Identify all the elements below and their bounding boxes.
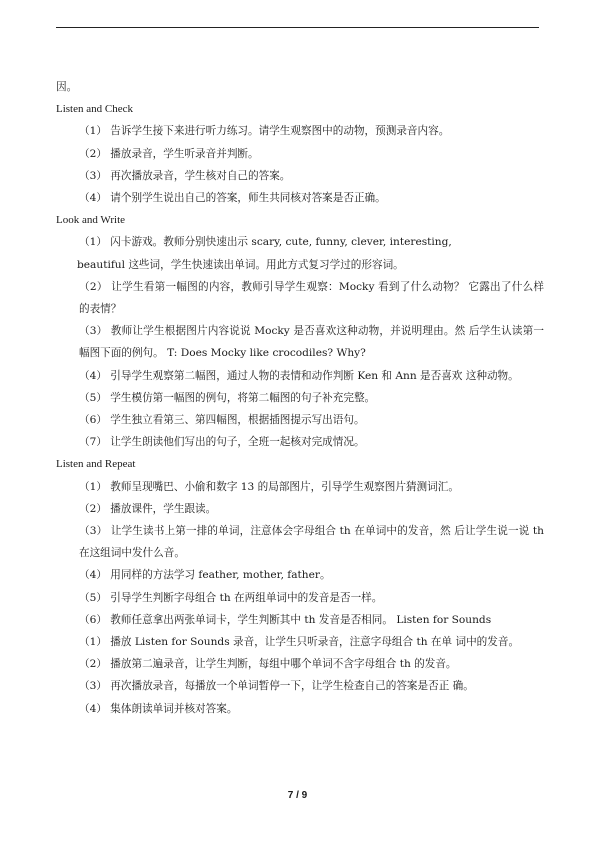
section-heading: Listen and Repeat	[56, 458, 136, 471]
paragraph: （4） 集体朗读单词并核对答案。	[79, 702, 238, 715]
paragraph: beautiful 这些词，学生快速读出单词。用此方式复习学过的形容词。	[77, 258, 404, 271]
section-heading: Look and Write	[56, 214, 126, 227]
paragraph: （7） 让学生朗读他们写出的句子，全班一起核对完成情况。	[79, 436, 365, 449]
page-number: 7 / 9	[287, 790, 308, 801]
paragraph: （3） 再次播放录音，学生核对自己的答案。	[79, 169, 291, 182]
paragraph: （3） 再次播放录音，每播放一个单词暂停一下，让学生检查自己的答案是否正 确。	[79, 680, 474, 693]
paragraph: （2） 播放第二遍录音，让学生判断，每组中哪个单词不含字母组合 th 的发音。	[79, 658, 457, 671]
paragraph: （3） 教师让学生根据图片内容说说 Mocky 是否喜欢这种动物，并说明理由。然 后学生认读第一幅图下面的例句。 T: Does Mocky like crocodiles? Why?	[79, 325, 544, 360]
paragraph: （2） 播放课件，学生跟读。	[79, 502, 217, 515]
paragraph: （4） 请个别学生说出自己的答案，师生共同核对答案是否正确。	[79, 192, 386, 205]
paragraph: （5） 引导学生判断字母组合 th 在两组单词中的发音是否一样。	[79, 591, 383, 604]
section-heading: Listen and Check	[56, 103, 133, 116]
paragraph: 因。	[56, 81, 78, 93]
paragraph: （3） 让学生读书上第一排的单词，注意体会字母组合 th 在单词中的发音，然 后让学生说一说 th 在这组词中发什么音。	[79, 525, 544, 560]
header-rule	[56, 27, 539, 28]
paragraph: （1） 告诉学生接下来进行听力练习。请学生观察图中的动物，预测录音内容。	[79, 125, 450, 138]
paragraph: （6） 教师任意拿出两张单词卡，学生判断其中 th 发音是否相同。 Listen for Sounds	[79, 613, 492, 626]
paragraph: （6） 学生独立看第三、第四幅图，根据插图提示写出语句。	[79, 414, 365, 427]
paragraph: （2） 播放录音，学生听录音并判断。	[79, 147, 259, 160]
paragraph: （5） 学生模仿第一幅图的例句，将第二幅图的句子补充完整。	[79, 391, 376, 404]
document-body	[56, 76, 544, 720]
paragraph: （1） 教师呈现嘴巴、小偷和数字 13 的局部图片，引导学生观察图片猜测词汇。	[79, 480, 459, 493]
paragraph: （4） 用同样的方法学习 feather, mother, father。	[79, 569, 331, 582]
paragraph: （1） 闪卡游戏。教师分别快速出示 scary, cute, funny, clever, interesting,	[79, 236, 452, 249]
paragraph: （1） 播放 Listen for Sounds 录音，让学生只听录音，注意字母组合 th 在单 词中的发音。	[79, 636, 520, 649]
paragraph: （2） 让学生看第一幅图的内容，教师引导学生观察：Mocky 看到了什么动物？ 它露出了什么样的表情？	[79, 280, 544, 316]
paragraph: （4） 引导学生观察第二幅图，通过人物的表情和动作判断 Ken 和 Ann 是否喜欢 这种动物。	[79, 369, 519, 382]
